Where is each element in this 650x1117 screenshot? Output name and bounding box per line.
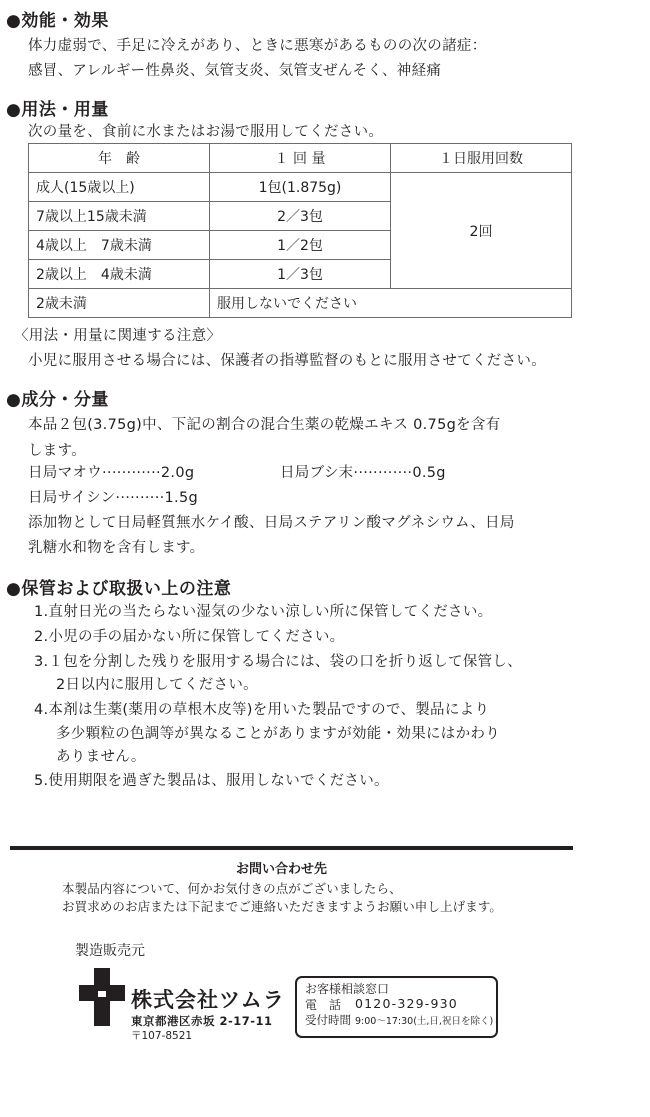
efficacy-line-2: 感冒、アレルギー性鼻炎、気管支炎、気管支ぜんそく、神経痛	[28, 63, 442, 79]
age-cell: 4歳以上 7歳未満	[29, 231, 210, 260]
inquiry-line-1: 本製品内容について、何かお気付きの点がございましたら、	[62, 881, 402, 896]
dose-cell: 1／3包	[210, 260, 391, 289]
dose-cell: 1包(1.875g)	[210, 173, 391, 202]
additives-line-1: 添加物として日局軽質無水ケイ酸、日局ステアリン酸マグネシウム、日局	[28, 515, 515, 531]
times-cell: 2回	[391, 173, 572, 289]
storage-heading: ●保管および取扱い上の注意	[6, 579, 232, 599]
tsumura-cross-logo-icon	[79, 968, 125, 1026]
dosage-table	[28, 143, 572, 318]
inquiry-title: お問い合わせ先	[236, 862, 328, 877]
storage-item-4: 4.本剤は生薬(薬用の草根木皮等)を用いた製品ですので、製品により	[34, 702, 490, 718]
ingredient-bushi: 日局ブシ末············0.5g	[280, 465, 446, 481]
dosage-note: 小児に服用させる場合には、保護者の指導監督のもとに服用させてください。	[28, 353, 546, 369]
company-address: 東京都港区赤坂 2-17-11	[131, 1014, 273, 1028]
efficacy-heading: ●効能・効果	[6, 11, 109, 31]
contact-hours: 9:00〜17:30(土,日,祝日を除く)	[355, 1016, 494, 1027]
additives-line-2: 乳糖水和物を含有します。	[28, 540, 205, 556]
dosage-heading: ●用法・用量	[6, 100, 109, 120]
customer-contact-box	[295, 976, 498, 1038]
dosage-table-header	[29, 144, 572, 173]
inquiry-line-2: お買求めのお店または下記までご連絡いただきますようお願い申し上げます。	[62, 899, 503, 914]
dose-cell: 1／2包	[210, 231, 391, 260]
storage-item-5: 5.使用期限を過ぎた製品は、服用しないでください。	[34, 773, 389, 789]
ingredient-maou: 日局マオウ············2.0g	[28, 465, 195, 481]
dosage-note-heading: 〈用法・用量に関連する注意〉	[14, 328, 222, 344]
header-times: １日服用回数	[391, 144, 572, 173]
header-dose: １ 回 量	[210, 144, 391, 173]
storage-item-2: 2.小児の手の届かない所に保管してください。	[34, 629, 345, 645]
ingredients-line-2: します。	[28, 443, 87, 459]
ingredients-line-1: 本品２包(3.75g)中、下記の割合の混合生薬の乾燥エキス 0.75gを含有	[28, 417, 501, 433]
ingredient-saishin: 日局サイシン··········1.5g	[28, 490, 198, 506]
storage-item-3: 3.１包を分割した残りを服用する場合には、袋の口を折り返して保管し、	[34, 654, 523, 670]
ingredients-heading: ●成分・分量	[6, 390, 109, 410]
storage-item-4-cont-2: ありません。	[56, 749, 146, 765]
storage-item-1: 1.直射日光の当たらない湿気の少ない涼しい所に保管してください。	[34, 604, 493, 620]
contact-phone-label: 電 話	[305, 998, 342, 1012]
contact-phone-number: 0120-329-930	[355, 996, 458, 1011]
company-name: 株式会社ツムラ	[131, 988, 285, 1012]
contact-hours-label: 受付時間	[305, 1013, 351, 1027]
efficacy-line-1: 体力虚弱で、手足に冷えがあり、ときに悪寒があるものの次の諸症：	[28, 38, 487, 54]
table-row	[29, 289, 572, 318]
age-cell: 成人(15歳以上)	[29, 173, 210, 202]
storage-item-4-cont-1: 多少顆粒の色調等が異なることがありますが効能・効果にはかわり	[56, 726, 500, 742]
header-age: 年 齢	[29, 144, 210, 173]
table-row	[29, 173, 572, 202]
section-divider	[10, 846, 573, 850]
manufacturer-label: 製造販売元	[75, 943, 145, 959]
company-postal: 〒107-8521	[131, 1030, 193, 1042]
age-cell: 7歳以上15歳未満	[29, 202, 210, 231]
age-cell: 2歳未満	[29, 289, 210, 318]
dosage-intro: 次の量を、食前に水またはお湯で服用してください。	[28, 124, 384, 140]
contact-title: お客様相談窓口	[305, 982, 390, 996]
dose-cell: 2／3包	[210, 202, 391, 231]
under2-note-cell: 服用しないでください	[210, 289, 572, 318]
storage-item-3-cont: 2日以内に服用してください。	[56, 677, 258, 693]
age-cell: 2歳以上 4歳未満	[29, 260, 210, 289]
